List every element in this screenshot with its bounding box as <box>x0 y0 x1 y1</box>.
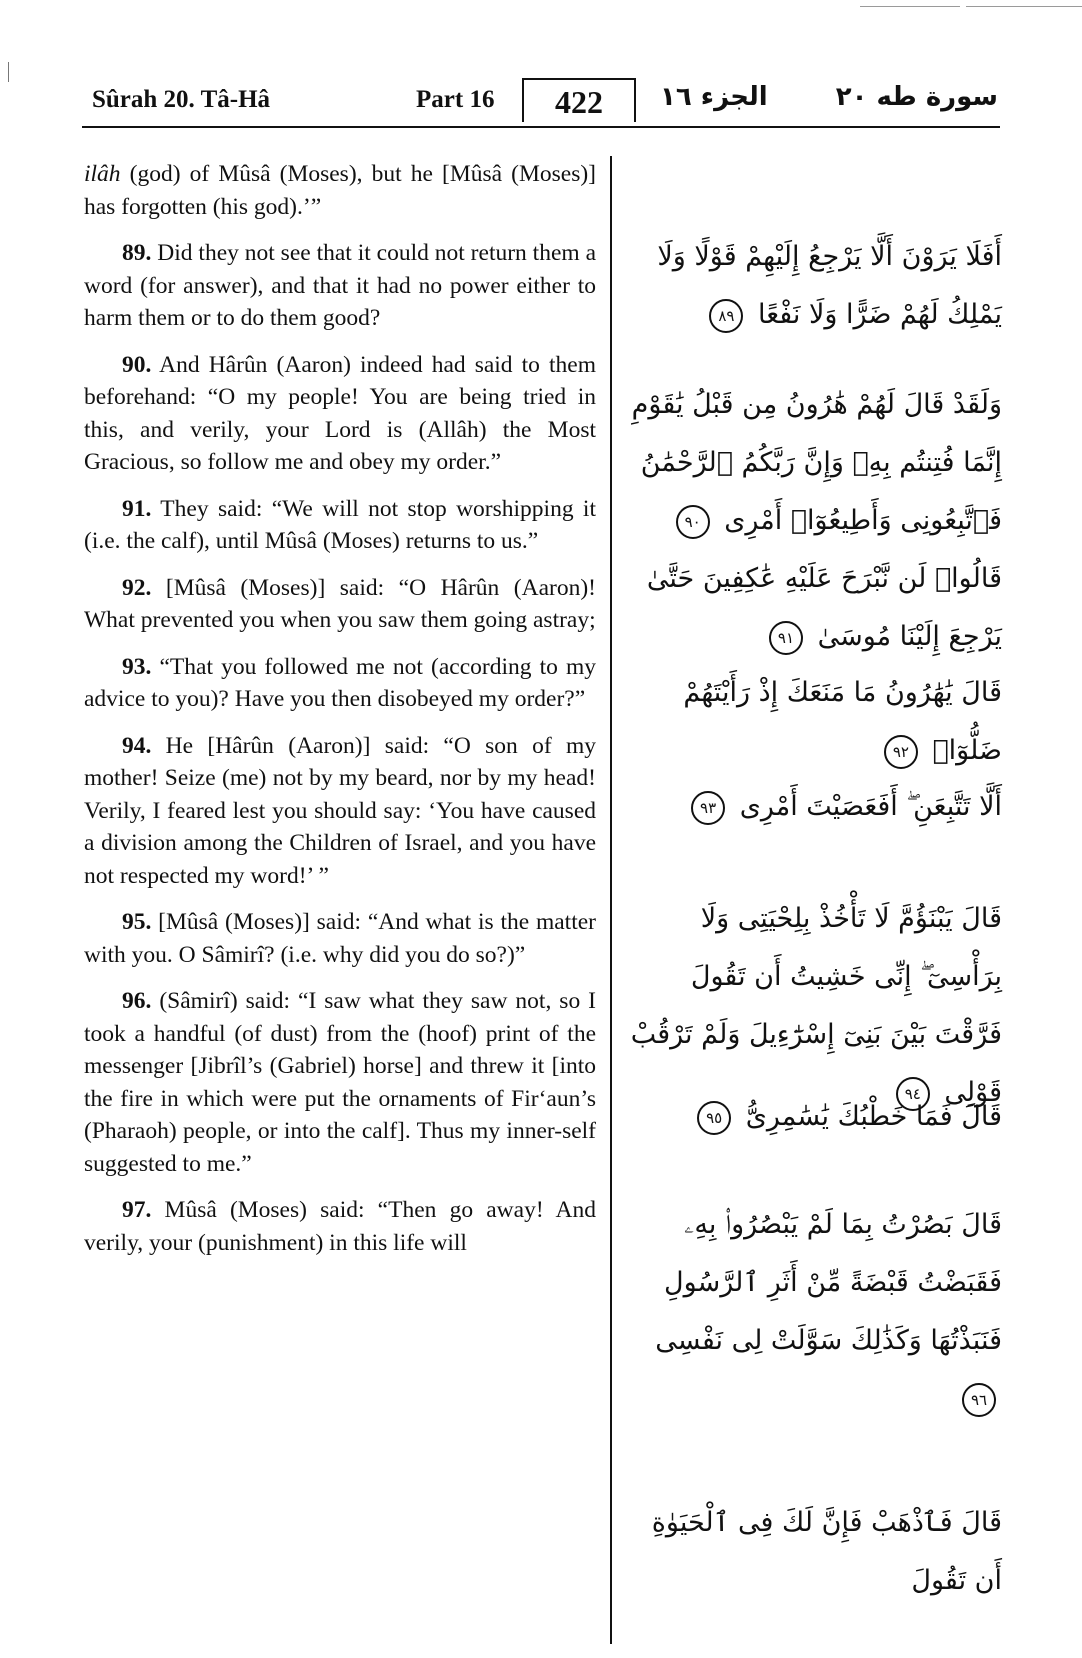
ayah-number-mark: ٩٥ <box>697 1101 731 1135</box>
verse-text: They said: “We will not stop worshipping it (i.e. the calf), until Mûsâ (Moses) returns to us.” <box>84 495 596 554</box>
verse-96 <box>84 985 596 1180</box>
header-arabic-juz: الجزء ١٦ <box>660 82 768 112</box>
arabic-text: قَالَ يَبْنَؤُمَّ لَا تَأْخُذْ بِلِحْيَتِى وَلَا بِرَأْسِىٓ ۖ إِنِّى خَشِيتُ أَن تَقُولَ فَرَّقْتَ بَيْنَ بَنِىٓ إِسْرَٰٓءِيلَ وَلَمْ تَرْقُبْ قَوْلِى <box>630 903 1002 1108</box>
header-part: Part 16 <box>416 86 495 113</box>
column-divider <box>610 156 612 1644</box>
arabic-text: أَفَلَا يَرَوْنَ أَلَّا يَرْجِعُ إِلَيْهِمْ قَوْلًا وَلَا يَمْلِكُ لَهُمْ ضَرًّا وَلَا نَفْعًا <box>657 241 1002 330</box>
arabic-ayah-92 <box>624 664 1002 780</box>
verse-text: [Mûsâ (Moses)] said: “O Hârûn (Aaron)! What prevented you when you saw them going astray; <box>84 574 596 633</box>
arabic-ayah-90 <box>624 376 1002 550</box>
verse-number: 91. <box>122 495 152 522</box>
verse-number: 92. <box>122 574 152 601</box>
verse-number: 93. <box>122 653 152 680</box>
english-column <box>84 158 596 1273</box>
top-edge-rule-left <box>860 6 960 7</box>
verse-number: 94. <box>122 732 152 759</box>
page-number-box <box>522 78 636 122</box>
page-header <box>84 80 998 124</box>
verse-92 <box>84 572 596 637</box>
verse-number: 97. <box>122 1197 152 1223</box>
arabic-ayah-97 <box>624 1494 1002 1610</box>
verse-number: 89. <box>122 240 152 266</box>
verse-97 <box>84 1194 596 1259</box>
arabic-text: أَلَّا تَتَّبِعَنِ ۖ أَفَعَصَيْتَ أَمْرِى <box>739 791 1002 822</box>
arabic-text: وَلَقَدْ قَالَ لَهُمْ هَٰرُونُ مِن قَبْلُ يَٰقَوْمِ إِنَّمَا فُتِنتُم بِهِۦ وَإِنَّ رَبَّكُمُ ٱلرَّحْمَٰنُ فَٱتَّبِعُونِى وَأَطِيعُوٓا۟ أَمْرِى <box>631 389 1002 536</box>
ayah-number-mark: ٨٩ <box>709 299 743 333</box>
verse-91 <box>84 493 596 558</box>
verse-text: (Sâmirî) said: “I saw what they saw not, so I took a handful (of dust) from the (hoof) print of the messenger [Jibrîl’s (Gabriel) horse] and threw it [into the fire in which were put the ornaments of Fir‘aun’s (Pharaoh) people, or into the calf]. Thus my inner-self suggested to me.” <box>84 988 596 1177</box>
arabic-text: قَالَ فَمَا خَطْبُكَ يَٰسَٰمِرِىُّ <box>745 1101 1002 1132</box>
verse-93 <box>84 651 596 716</box>
carryover-paragraph <box>84 158 596 223</box>
arabic-ayah-96 <box>624 1196 1002 1428</box>
carryover-italic: ilâh <box>84 161 121 187</box>
verse-text: Did they not see that it could not return them a word (for answer), and that it had no power either to harm them or to do them good? <box>84 240 596 331</box>
verse-text: “That you followed me not (according to my advice to you)? Have you then disobeyed my order?” <box>84 653 596 712</box>
carryover-text: (god) of Mûsâ (Moses), but he [Mûsâ (Moses)] has forgotten (his god).’” <box>84 161 596 220</box>
verse-95 <box>84 906 596 971</box>
ayah-number-mark: ٩٣ <box>691 791 725 825</box>
header-arabic-surah: سورة طه ٢٠ <box>835 82 998 112</box>
verse-text: And Hârûn (Aaron) indeed had said to them beforehand: “O my people! You are being tried in this, and verily, your Lord is (Allâh) the Most Gracious, so follow me and obey my order.” <box>84 351 596 475</box>
verse-number: 90. <box>122 351 152 378</box>
ayah-number-mark: ٩٤ <box>896 1077 930 1111</box>
arabic-text: قَالَ بَصُرْتُ بِمَا لَمْ يَبْصُرُوا۟ بِهِۦ فَقَبَضْتُ قَبْضَةً مِّنْ أَثَرِ ٱلرَّسُولِ فَنَبَذْتُهَا وَكَذَٰلِكَ سَوَّلَتْ لِى نَفْسِى <box>655 1209 1002 1356</box>
ayah-number-mark: ٩٦ <box>962 1383 996 1417</box>
verse-text: He [Hârûn (Aaron)] said: “O son of my mother! Seize (me) not by my beard, nor by my head! Verily, I feared lest you should say: ‘You have caused a division among the Children of Israel, and you have not respected my word!’ ” <box>84 732 596 889</box>
arabic-ayah-93 <box>624 778 1002 836</box>
arabic-text: قَالُوا۟ لَن نَّبْرَحَ عَلَيْهِ عَٰكِفِينَ حَتَّىٰ يَرْجِعَ إِلَيْنَا مُوسَىٰ <box>646 563 1002 652</box>
verse-text: [Mûsâ (Moses)] said: “And what is the matter with you. O Sâmirî? (i.e. why did you do so?)” <box>84 909 596 968</box>
margin-tick <box>8 62 9 82</box>
verse-94 <box>84 730 596 893</box>
arabic-ayah-89 <box>624 228 1002 344</box>
top-edge-rule-right <box>966 6 1082 7</box>
verse-90 <box>84 349 596 479</box>
arabic-text: قَالَ يَٰهَٰرُونُ مَا مَنَعَكَ إِذْ رَأَيْتَهُمْ ضَلُّوٓا۟ <box>683 677 1002 766</box>
verse-number: 96. <box>122 988 152 1014</box>
verse-89 <box>84 237 596 335</box>
ayah-number-mark: ٩٢ <box>884 735 918 769</box>
ayah-number-mark: ٩١ <box>769 621 803 655</box>
arabic-ayah-95 <box>624 1088 1002 1146</box>
arabic-text: قَالَ فَٱذْهَبْ فَإِنَّ لَكَ فِى ٱلْحَيَوٰةِ أَن تَقُولَ <box>651 1507 1002 1596</box>
header-surah: Sûrah 20. Tâ-Hâ <box>92 86 271 113</box>
verse-number: 95. <box>122 909 152 935</box>
ayah-number-mark: ٩٠ <box>676 505 710 539</box>
page-number: 422 <box>555 84 603 120</box>
header-rule <box>82 126 1000 128</box>
verse-text: Mûsâ (Moses) said: “Then go away! And verily, your (punishment) in this life will <box>84 1197 596 1256</box>
arabic-ayah-91 <box>624 550 1002 666</box>
